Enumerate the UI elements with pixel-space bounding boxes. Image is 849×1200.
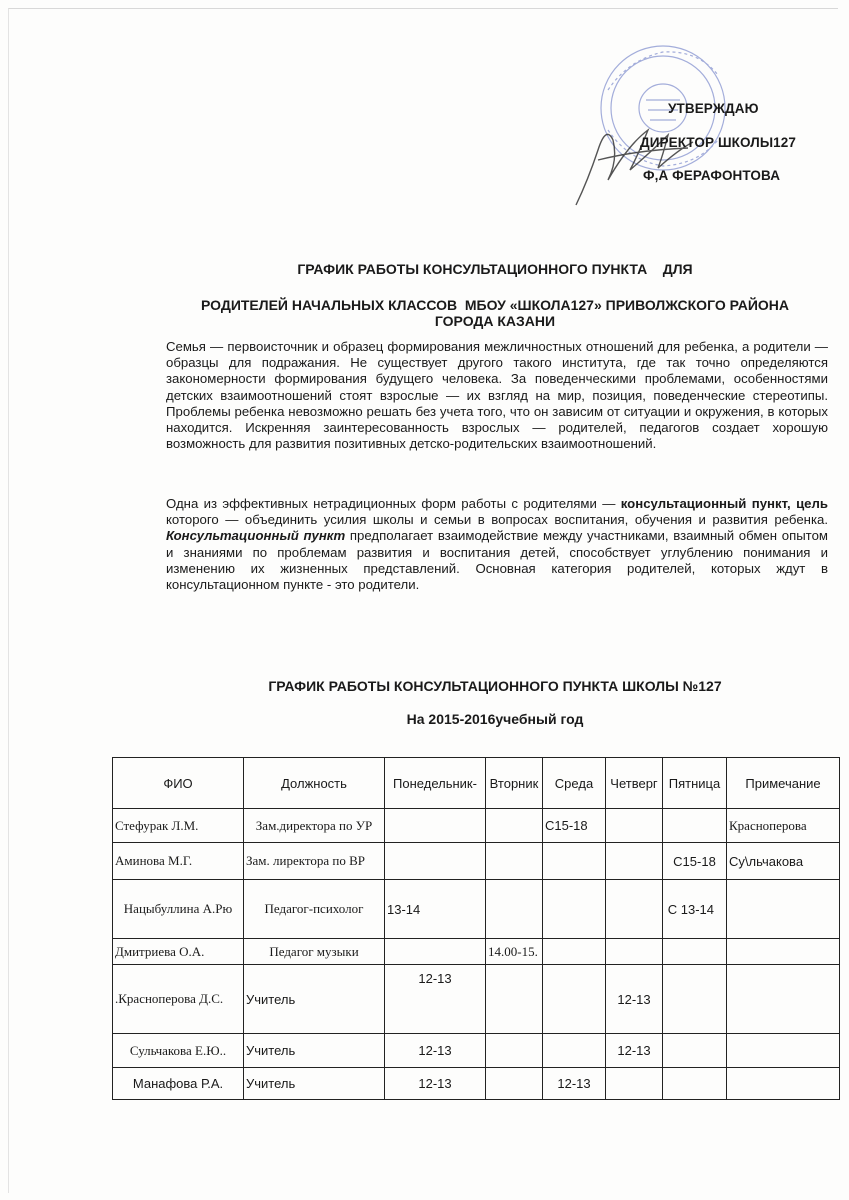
cell-note xyxy=(727,1034,840,1068)
header-wednesday: Среда xyxy=(543,758,606,809)
cell-note xyxy=(727,939,840,965)
cell-mon xyxy=(385,843,486,880)
cell-fri: С15-18 xyxy=(663,843,727,880)
cell-mon xyxy=(385,939,486,965)
cell-fio: Дмитриева О.А. xyxy=(113,939,244,965)
doc-title-line1: ГРАФИК РАБОТЫ КОНСУЛЬТАЦИОННОГО ПУНКТА ДЛЯ xyxy=(297,261,693,277)
cell-thu xyxy=(606,939,663,965)
header-thursday: Четверг xyxy=(606,758,663,809)
cell-fio: .Красноперова Д.С. xyxy=(113,965,244,1034)
table-row xyxy=(113,843,840,880)
header-note: Примечание xyxy=(727,758,840,809)
doc-title-line2: РОДИТЕЛЕЙ НАЧАЛЬНЫХ КЛАССОВ МБОУ «ШКОЛА127» ПРИВОЛЖСКОГО РАЙОНА xyxy=(200,297,789,313)
director-line: ДИРЕКТОР ШКОЛЫ127 xyxy=(640,135,796,150)
cell-mon: 12-13 xyxy=(385,1068,486,1100)
cell-mon: 12-13 xyxy=(385,965,486,1034)
intro-paragraph: Семья — первоисточник и образец формирования межличностных отношений для ребенка, а родители — образцы для подражания. Не существует другого такого института, где так точно определяются закономерности формирования будущего человека. За поведенческими проблемами, особенностями детских взаимоотношений стоят взрослые — их взгляд на мир, позиция, поведенческие стереотипы. Проблемы ребенка невозможно решать без учета того, что он зависим от ситуации и окружения, в которых находится. Искренняя заинтересованность взрослых — родителей, педагогов создает хорошую возможность для развития позитивных детско-родительских взаимоотношений. xyxy=(166,339,828,452)
cell-fio: Аминова М.Г. xyxy=(113,843,244,880)
purpose-text-2: которого — объединить усилия школы и семьи в вопросах воспитания, обучения и развития ребенка. xyxy=(166,512,828,528)
cell-tue: 14.00-15. xyxy=(486,939,543,965)
purpose-bold-1: консультационный пункт, цель xyxy=(620,496,828,511)
cell-wed: 12-13 xyxy=(543,1068,606,1100)
cell-thu: 12-13 xyxy=(606,965,663,1034)
cell-mon: 13-14 xyxy=(385,880,486,939)
cell-thu xyxy=(606,1068,663,1100)
cell-tue xyxy=(486,1034,543,1068)
table-row xyxy=(113,1034,840,1068)
cell-tue xyxy=(486,809,543,843)
purpose-bold-2: Консультационный пункт xyxy=(166,528,346,544)
schedule-year: На 2015-2016учебный год xyxy=(406,711,584,727)
cell-fri xyxy=(663,809,727,843)
cell-wed xyxy=(543,939,606,965)
purpose-text-3: предполагает взаимодействие между участниками, взаимный обмен опытом и знаниями по проблемам развития и воспитания детей, способствует углублению понимания и изменению их жизненных представлений. Основная категория родителей, которых ждут в консультационном пункте - это родители. xyxy=(166,528,828,593)
purpose-paragraph xyxy=(166,496,828,593)
cell-tue xyxy=(486,843,543,880)
schedule-title: ГРАФИК РАБОТЫ КОНСУЛЬТАЦИОННОГО ПУНКТА ШКОЛЫ №127 xyxy=(268,678,722,694)
cell-position: Педагог музыки xyxy=(244,939,385,965)
purpose-text-1: Одна из эффективных нетрадиционных форм работы с родителями — xyxy=(166,496,621,511)
cell-mon: 12-13 xyxy=(385,1034,486,1068)
cell-thu: 12-13 xyxy=(606,1034,663,1068)
cell-position: Зам. лиректора по ВР xyxy=(244,843,385,880)
cell-fio: Манафова Р.А. xyxy=(113,1068,244,1100)
cell-thu xyxy=(606,880,663,939)
cell-wed xyxy=(543,1034,606,1068)
cell-tue xyxy=(486,1068,543,1100)
cell-note xyxy=(727,965,840,1034)
school-stamp-icon xyxy=(568,30,748,210)
cell-fri xyxy=(663,1068,727,1100)
table-header-row xyxy=(113,758,840,809)
cell-wed xyxy=(543,880,606,939)
cell-fri xyxy=(663,1034,727,1068)
cell-note xyxy=(727,1068,840,1100)
cell-position: Учитель xyxy=(244,1034,385,1068)
cell-thu xyxy=(606,809,663,843)
table-row xyxy=(113,939,840,965)
cell-fio: Сульчакова Е.Ю.. xyxy=(113,1034,244,1068)
table-row xyxy=(113,1068,840,1100)
cell-fio: Стефурак Л.М. xyxy=(113,809,244,843)
cell-fio: Нацыбуллина А.Рю xyxy=(113,880,244,939)
cell-note xyxy=(727,880,840,939)
doc-title-block xyxy=(150,297,840,329)
table-row xyxy=(113,880,840,939)
director-name: Ф,А ФЕРАФОНТОВА xyxy=(643,168,781,183)
header-position: Должность xyxy=(244,758,385,809)
cell-fri xyxy=(663,965,727,1034)
cell-tue xyxy=(486,965,543,1034)
approve-line: УТВЕРЖДАЮ xyxy=(668,101,759,116)
cell-mon xyxy=(385,809,486,843)
cell-position: Педагог-психолог xyxy=(244,880,385,939)
cell-thu xyxy=(606,843,663,880)
cell-wed: С15-18 xyxy=(543,809,606,843)
cell-position: Учитель xyxy=(244,965,385,1034)
cell-position: Зам.директора по УР xyxy=(244,809,385,843)
cell-note: Красноперова xyxy=(727,809,840,843)
header-tuesday: Вторник xyxy=(486,758,543,809)
schedule-table xyxy=(112,757,840,1100)
cell-wed xyxy=(543,843,606,880)
cell-note: Су\льчакова xyxy=(727,843,840,880)
cell-wed xyxy=(543,965,606,1034)
cell-fri xyxy=(663,939,727,965)
header-monday: Понедельник- xyxy=(385,758,486,809)
cell-tue xyxy=(486,880,543,939)
header-fio: ФИО xyxy=(113,758,244,809)
cell-fri: С 13-14 xyxy=(663,880,727,939)
cell-position: Учитель xyxy=(244,1068,385,1100)
table-row xyxy=(113,809,840,843)
doc-title-line3: ГОРОДА КАЗАНИ xyxy=(434,313,556,329)
header-friday: Пятница xyxy=(663,758,727,809)
table-row xyxy=(113,965,840,1034)
